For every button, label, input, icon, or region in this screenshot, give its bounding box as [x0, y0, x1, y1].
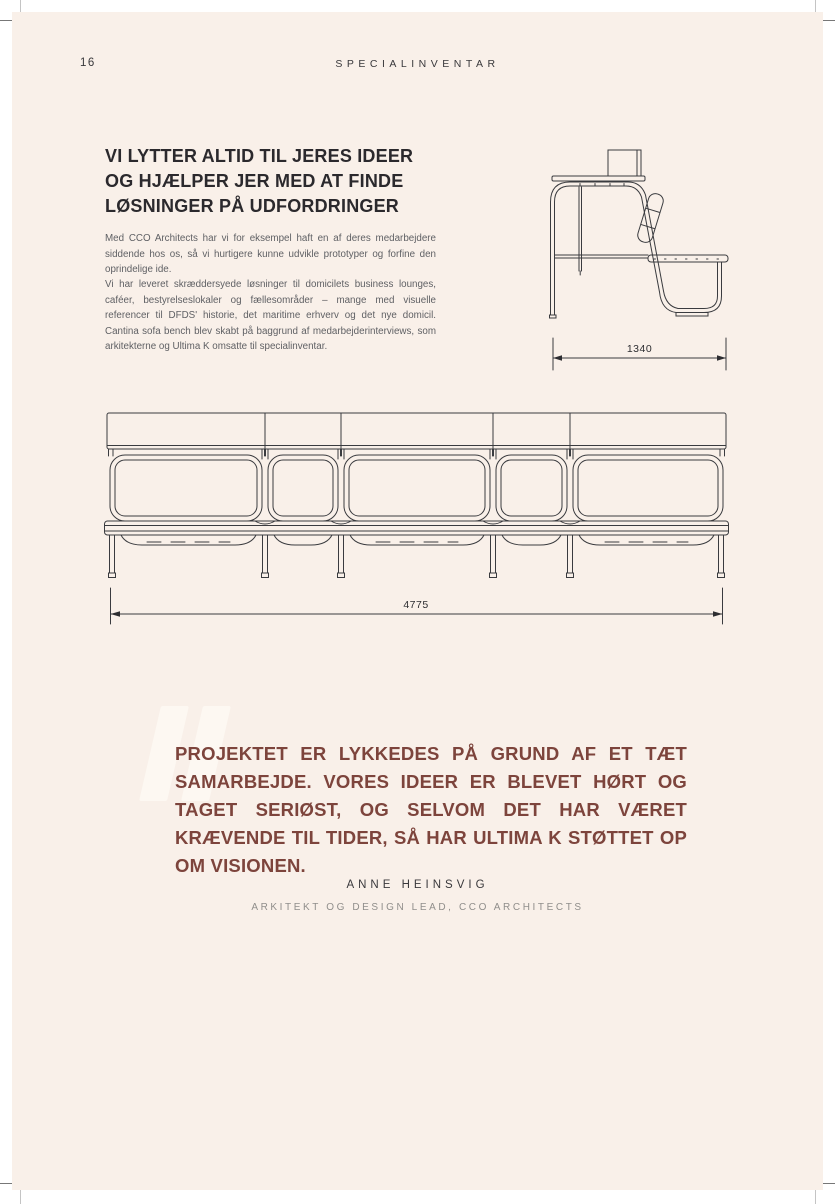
bench-legs [109, 535, 725, 578]
dimension-arrow-right [717, 355, 726, 361]
dimension-arrow-left [553, 355, 562, 361]
dimension-arrow-right [713, 611, 723, 617]
quote-author-role: ARKITEKT OG DESIGN LEAD, CCO ARCHITECTS [251, 902, 584, 913]
side-view-dimension-label: 1340 [626, 343, 653, 355]
heading-line-1: VI LYTTER ALTID TIL JERES IDEER [105, 146, 414, 166]
bench-side-view-drawing [540, 140, 740, 375]
running-header-title: SPECIALINVENTAR [335, 58, 500, 70]
pull-quote: PROJEKTET ER LYKKEDES PÅ GRUND AF ET TÆT SAMARBEJDE. VORES IDEER ER BLEVET HØRT OG TAGET SERIØST, OG SELVOM DET HAR VÆRET KRÆVENDE TIL TIDER, SÅ HAR ULTIMA K STØTTET OP OM VISIONEN. [175, 743, 687, 876]
laptop-outline [608, 150, 641, 176]
bench-front-view-drawing [95, 402, 735, 630]
body-paragraph-1: Med CCO Architects har vi for eksempel haft en af deres medarbejdere siddende hos os, så vi hurtigere kunne udvikle prototyper og forfine den oprindelige ide. [105, 233, 436, 276]
crop-mark-bottom-left-v [20, 1190, 21, 1204]
quote-author: ANNE HEINSVIG [346, 879, 489, 891]
crop-mark-top-right-h [821, 20, 835, 21]
heading-line-2: OG HJÆLPER JER MED AT FINDE [105, 171, 404, 191]
crop-mark-bottom-right-h [821, 1183, 835, 1184]
band-connector-posts [109, 449, 725, 459]
crop-mark-bottom-right-v [815, 1190, 816, 1204]
page-number: 16 [80, 57, 96, 69]
body-paragraph-2: Vi har leveret skræddersyede løsninger til domicilets business lounges, caféer, bestyrelseslokaler og fællesområder – mange med visuelle referencer til DFDS' historie, det maritime erhverv og det nye domicil. Cantina sofa bench blev skabt på baggrund af medarbejderinterviews, som arkitekterne og Ultima K omsatte til specialinventar. [105, 279, 436, 353]
heading-line-3: LØSNINGER PÅ UDFORDRINGER [105, 196, 400, 216]
dimension-arrow-left [111, 611, 121, 617]
article-heading [105, 144, 413, 219]
front-view-dimension-label: 4775 [403, 599, 429, 611]
